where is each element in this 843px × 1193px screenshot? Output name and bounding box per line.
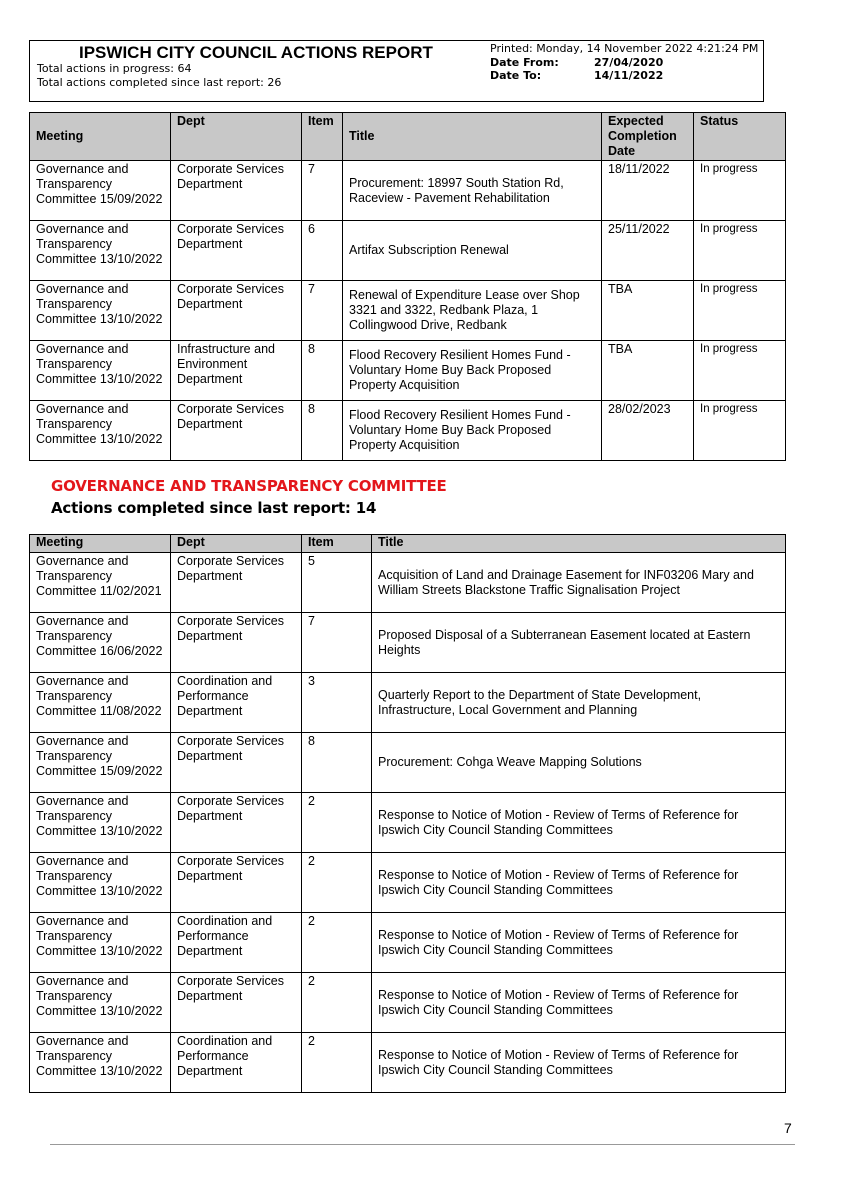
meeting-cell: Governance and Transparency Committee 15/09/2022 <box>30 733 171 793</box>
actions-completed: Total actions completed since last report: 26 <box>37 76 282 89</box>
item-cell: 3 <box>302 673 372 733</box>
date-cell: TBA <box>602 341 694 401</box>
status-cell: In progress <box>694 161 786 221</box>
dept-cell: Corporate Services Department <box>171 401 302 461</box>
date-cell: 25/11/2022 <box>602 221 694 281</box>
table-header-row <box>30 113 786 161</box>
title-cell: Procurement: 18997 South Station Rd, Raceview - Pavement Rehabilitation <box>343 161 602 221</box>
item-cell: 2 <box>302 973 372 1033</box>
actions-in-progress-table <box>29 112 786 461</box>
date-to-label: Date To: <box>490 69 542 82</box>
status-cell: In progress <box>694 401 786 461</box>
dept-cell: Corporate Services Department <box>171 793 302 853</box>
item-cell: 6 <box>302 221 343 281</box>
dept-cell: Infrastructure and Environment Department <box>171 341 302 401</box>
title-cell: Proposed Disposal of a Subterranean Easement located at Eastern Heights <box>372 613 786 673</box>
table-row <box>30 793 786 853</box>
col-dept: Dept <box>171 535 302 553</box>
item-cell: 7 <box>302 281 343 341</box>
table-row <box>30 553 786 613</box>
footer-divider <box>50 1144 795 1145</box>
title-cell: Response to Notice of Motion - Review of Terms of Reference for Ipswich City Council Standing Committees <box>372 853 786 913</box>
meeting-cell: Governance and Transparency Committee 13/10/2022 <box>30 853 171 913</box>
table-row <box>30 221 786 281</box>
title-cell: Flood Recovery Resilient Homes Fund - Voluntary Home Buy Back Proposed Property Acquisition <box>343 341 602 401</box>
meeting-cell: Governance and Transparency Committee 13/10/2022 <box>30 401 171 461</box>
dept-cell: Corporate Services Department <box>171 613 302 673</box>
dept-cell: Corporate Services Department <box>171 281 302 341</box>
meeting-cell: Governance and Transparency Committee 13/10/2022 <box>30 793 171 853</box>
dept-cell: Corporate Services Department <box>171 853 302 913</box>
item-cell: 2 <box>302 913 372 973</box>
table-row <box>30 913 786 973</box>
status-cell: In progress <box>694 341 786 401</box>
date-to-value: 14/11/2022 <box>594 69 664 82</box>
dept-cell: Corporate Services Department <box>171 161 302 221</box>
dept-cell: Corporate Services Department <box>171 733 302 793</box>
title-cell: Artifax Subscription Renewal <box>343 221 602 281</box>
date-cell: 28/02/2023 <box>602 401 694 461</box>
meeting-cell: Governance and Transparency Committee 15/09/2022 <box>30 161 171 221</box>
meeting-cell: Governance and Transparency Committee 11/02/2021 <box>30 553 171 613</box>
meeting-cell: Governance and Transparency Committee 13/10/2022 <box>30 341 171 401</box>
dept-cell: Corporate Services Department <box>171 221 302 281</box>
item-cell: 2 <box>302 1033 372 1093</box>
actions-in-progress: Total actions in progress: 64 <box>37 62 192 75</box>
status-cell: In progress <box>694 281 786 341</box>
date-to <box>490 69 663 82</box>
item-cell: 2 <box>302 853 372 913</box>
status-cell: In progress <box>694 221 786 281</box>
title-cell: Renewal of Expenditure Lease over Shop 3321 and 3322, Redbank Plaza, 1 Collingwood Drive, Redbank <box>343 281 602 341</box>
page-number: 7 <box>784 1120 792 1136</box>
table-row <box>30 281 786 341</box>
col-title: Title <box>343 113 602 161</box>
col-meeting: Meeting <box>30 113 171 161</box>
col-item: Item <box>302 113 343 161</box>
title-cell: Procurement: Cohga Weave Mapping Solutions <box>372 733 786 793</box>
item-cell: 2 <box>302 793 372 853</box>
table-header-row <box>30 535 786 553</box>
date-cell: 18/11/2022 <box>602 161 694 221</box>
table-row <box>30 733 786 793</box>
table-row <box>30 673 786 733</box>
col-title: Title <box>372 535 786 553</box>
title-cell: Response to Notice of Motion - Review of Terms of Reference for Ipswich City Council Standing Committees <box>372 973 786 1033</box>
report-title: IPSWICH CITY COUNCIL ACTIONS REPORT <box>79 43 433 62</box>
dept-cell: Coordination and Performance Department <box>171 913 302 973</box>
meeting-cell: Governance and Transparency Committee 13/10/2022 <box>30 1033 171 1093</box>
meeting-cell: Governance and Transparency Committee 13/10/2022 <box>30 221 171 281</box>
item-cell: 7 <box>302 613 372 673</box>
col-item: Item <box>302 535 372 553</box>
meeting-cell: Governance and Transparency Committee 11/08/2022 <box>30 673 171 733</box>
title-cell: Response to Notice of Motion - Review of Terms of Reference for Ipswich City Council Standing Committees <box>372 793 786 853</box>
meeting-cell: Governance and Transparency Committee 13/10/2022 <box>30 973 171 1033</box>
table-row <box>30 1033 786 1093</box>
table-row <box>30 161 786 221</box>
table-row <box>30 853 786 913</box>
table-row <box>30 613 786 673</box>
date-cell: TBA <box>602 281 694 341</box>
table-row <box>30 401 786 461</box>
title-cell: Flood Recovery Resilient Homes Fund - Voluntary Home Buy Back Proposed Property Acquisition <box>343 401 602 461</box>
table-row <box>30 341 786 401</box>
printed-timestamp: Printed: Monday, 14 November 2022 4:21:24 PM <box>490 42 759 55</box>
col-expected-date: Expected Completion Date <box>602 113 694 161</box>
dept-cell: Corporate Services Department <box>171 973 302 1033</box>
item-cell: 8 <box>302 401 343 461</box>
meeting-cell: Governance and Transparency Committee 13/10/2022 <box>30 913 171 973</box>
col-dept: Dept <box>171 113 302 161</box>
dept-cell: Coordination and Performance Department <box>171 1033 302 1093</box>
title-cell: Acquisition of Land and Drainage Easement for INF03206 Mary and William Streets Blackstone Traffic Signalisation Project <box>372 553 786 613</box>
title-cell: Quarterly Report to the Department of State Development, Infrastructure, Local Government and Planning <box>372 673 786 733</box>
meeting-cell: Governance and Transparency Committee 16/06/2022 <box>30 613 171 673</box>
dept-cell: Coordination and Performance Department <box>171 673 302 733</box>
meeting-cell: Governance and Transparency Committee 13/10/2022 <box>30 281 171 341</box>
section-subtitle: Actions completed since last report: 14 <box>51 499 377 517</box>
report-header <box>29 40 764 102</box>
title-cell: Response to Notice of Motion - Review of Terms of Reference for Ipswich City Council Standing Committees <box>372 913 786 973</box>
col-meeting: Meeting <box>30 535 171 553</box>
table-row <box>30 973 786 1033</box>
item-cell: 8 <box>302 733 372 793</box>
actions-completed-table <box>29 534 786 1093</box>
title-cell: Response to Notice of Motion - Review of Terms of Reference for Ipswich City Council Standing Committees <box>372 1033 786 1093</box>
item-cell: 5 <box>302 553 372 613</box>
date-from-label: Date From: <box>490 56 559 69</box>
section-title: GOVERNANCE AND TRANSPARENCY COMMITTEE <box>51 477 447 495</box>
item-cell: 7 <box>302 161 343 221</box>
item-cell: 8 <box>302 341 343 401</box>
date-from-value: 27/04/2020 <box>594 56 664 69</box>
date-from <box>490 56 663 69</box>
col-status: Status <box>694 113 786 161</box>
dept-cell: Corporate Services Department <box>171 553 302 613</box>
